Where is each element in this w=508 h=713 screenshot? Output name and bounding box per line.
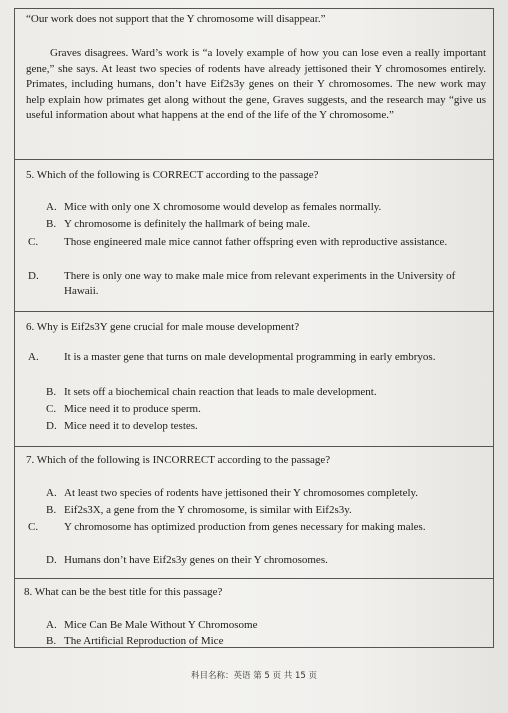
question-6-stem: 6. Why is Eif2s3Y gene crucial for male mouse development? <box>26 321 300 333</box>
question-6-option-c[interactable]: C. Mice need it to produce sperm. <box>46 403 201 415</box>
question-6-option-b[interactable]: B. It sets off a biochemical chain reaction that leads to male development. <box>46 386 377 398</box>
question-5-option-d[interactable]: D. There is only one way to make male mice from relevant experiments in the University of Hawaii. <box>28 270 456 297</box>
question-7-option-b[interactable]: B. Eif2s3X, a gene from the Y chromosome, is similar with Eif2s3y. <box>46 504 352 516</box>
question-7-option-a[interactable]: A. At least two species of rodents have jettisoned their Y chromosomes completely. <box>46 487 419 499</box>
question-5-option-a[interactable]: A. Mice with only one X chromosome would develop as females normally. <box>46 201 382 213</box>
question-6-option-d[interactable]: D. Mice need it to develop testes. <box>46 420 198 432</box>
separator <box>15 578 493 579</box>
question-7-option-c[interactable]: C. Y chromosome has optimized production from genes necessary for making males. <box>28 521 426 533</box>
question-6-option-a[interactable]: A. It is a master gene that turns on male developmental programming in early embryos. <box>28 351 436 363</box>
separator <box>15 446 493 447</box>
question-5-option-b[interactable]: B. Y chromosome is definitely the hallmark of being male. <box>46 218 311 230</box>
question-7-stem: 7. Which of the following is INCORRECT according to the passage? <box>26 454 331 466</box>
question-7-option-d[interactable]: D. Humans don’t have Eif2s3y genes on their Y chromosomes. <box>46 554 328 566</box>
question-8-stem: 8. What can be the best title for this passage? <box>24 586 223 598</box>
quote-line: “Our work does not support that the Y chromosome will disappear.” <box>26 13 326 25</box>
separator <box>15 311 493 312</box>
question-5-option-c[interactable]: C. Those engineered male mice cannot father offspring even with reproductive assistance. <box>28 236 448 248</box>
page-footer: 科目名称：英语 第 5 页 共 15 页 <box>191 671 317 681</box>
question-8-option-b[interactable]: B. The Artificial Reproduction of Mice <box>46 635 224 647</box>
question-8-option-a[interactable]: A. Mice Can Be Male Without Y Chromosome <box>46 619 258 631</box>
passage-paragraph: Graves disagrees. Ward’s work is “a lovely example of how you can lose even a really important gene,” she says. At least two species of rodents have already jettisoned their Y chromosomes entirely. Primates, including humans, don’t have Eif2s3y genes on their Y chromosomes. The new work may help explain how primates get along without the gene, Graves suggests, and the research may “give us useful information about what happens at the end of the life of the Y chromosome.” <box>26 47 486 121</box>
separator <box>15 159 493 160</box>
question-5-stem: 5. Which of the following is CORRECT according to the passage? <box>26 169 319 181</box>
